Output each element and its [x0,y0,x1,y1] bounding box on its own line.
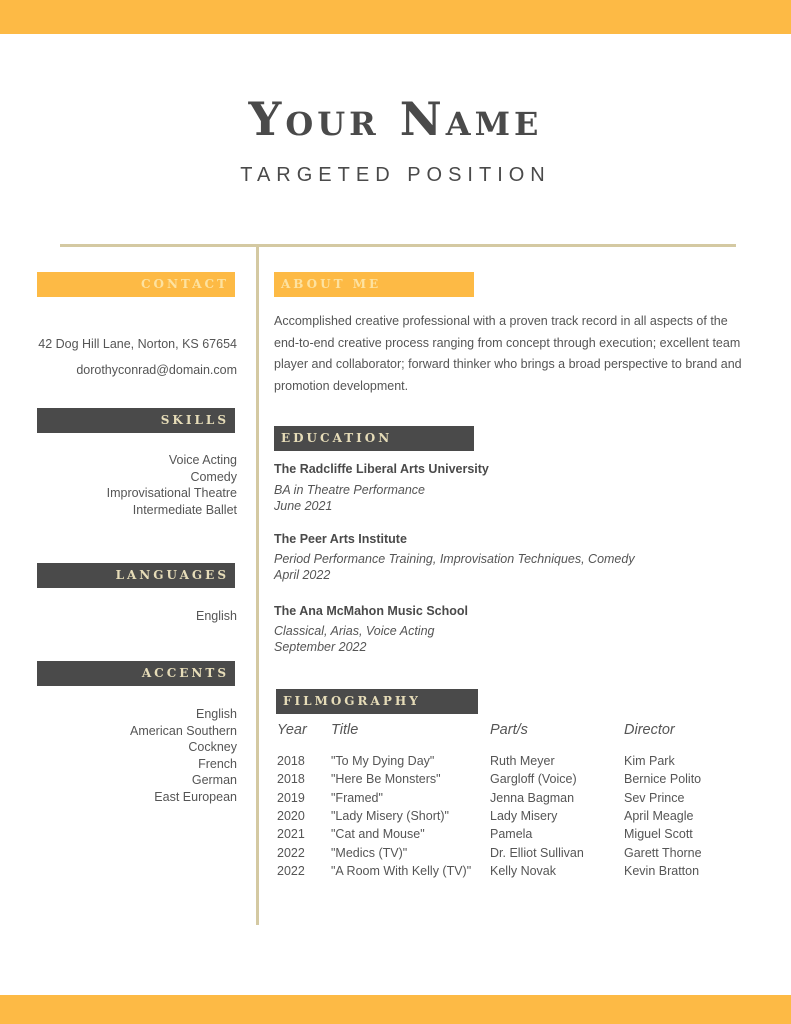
film-title: "Cat and Mouse" [331,827,425,842]
education-date: June 2021 [274,499,333,513]
languages-heading: LANGUAGES [37,563,235,588]
table-row [274,843,734,861]
list-item: English [196,609,237,623]
education-date: April 2022 [274,568,331,582]
column-header-year: Year [277,722,307,738]
list-item: German [191,773,237,787]
column-header-director: Director [624,722,675,738]
table-header-row [274,722,734,752]
film-director: Miguel Scott [624,827,693,842]
languages-list [20,608,237,625]
film-title: "To My Dying Day" [331,754,435,769]
filmography-heading: FILMOGRAPHY [276,689,478,714]
targeted-position: TARGETED POSITION [240,164,551,186]
education-entry [274,461,744,514]
column-header-parts: Part/s [490,722,528,738]
film-year: 2020 [277,809,305,824]
film-year: 2018 [277,754,305,769]
school-name: The Ana McMahon Music School [274,604,468,618]
table-row [274,825,734,843]
film-part: Ruth Meyer [490,754,555,769]
film-part: Jenna Bagman [490,790,575,805]
film-director: April Meagle [624,809,694,824]
contact-block [20,331,237,383]
top-accent-band [0,0,791,34]
table-row [274,862,734,880]
contact-email[interactable]: dorothyconrad@domain.com [76,363,237,377]
education-entry [274,531,744,583]
list-item: Comedy [190,469,237,484]
film-director: Garett Thorne [624,845,702,860]
film-director: Sev Prince [624,790,685,805]
bottom-accent-band [0,995,791,1024]
film-title: "Medics (TV)" [331,845,408,860]
film-year: 2018 [277,772,305,787]
table-row [274,807,734,825]
film-director: Bernice Polito [624,772,702,787]
about-text: Accomplished creative professional with a proven track record in all aspects of the end-to-end creative process ranging from concept through execution; excellent team player and collaborator; forward thinker who brings a broad perspective to brand and promotion development. [274,314,742,393]
film-director: Kevin Bratton [624,863,700,878]
education-heading: EDUCATION [274,426,474,451]
list-item: East European [154,789,237,804]
list-item: Intermediate Ballet [132,502,237,517]
column-header-title: Title [331,722,359,738]
header-divider [60,244,736,247]
list-item: American Southern [129,723,237,738]
list-item: French [198,756,237,771]
film-title: "Framed" [331,790,383,805]
film-year: 2021 [277,827,305,842]
film-year: 2022 [277,863,305,878]
skills-list [20,452,237,518]
film-title: "A Room With Kelly (TV)" [331,863,472,878]
table-row [274,752,734,770]
filmography-table [274,722,734,880]
education-detail: Classical, Arias, Voice Acting [274,624,435,638]
film-part: Kelly Novak [490,863,556,878]
table-row [274,789,734,807]
list-item: Cockney [188,740,237,754]
film-part: Pamela [490,827,533,842]
education-detail: BA in Theatre Performance [274,483,425,497]
table-row [274,770,734,788]
resume-name: Your Name [248,92,543,146]
film-title: "Lady Misery (Short)" [331,809,449,824]
contact-heading: CONTACT [37,272,235,297]
film-part: Dr. Elliot Sullivan [490,845,584,860]
education-entry [274,603,744,655]
column-divider [256,247,259,925]
accents-heading: ACCENTS [37,661,235,686]
film-year: 2022 [277,845,305,860]
education-detail: Period Performance Training, Improvisation Techniques, Comedy [274,552,635,566]
skills-heading: SKILLS [37,408,235,433]
school-name: The Radcliffe Liberal Arts University [274,462,489,476]
list-item: Voice Acting [168,453,237,467]
list-item: English [196,707,237,721]
film-title: "Here Be Monsters" [331,772,441,787]
film-director: Kim Park [624,754,675,769]
accents-list [20,706,237,805]
film-year: 2019 [277,790,305,805]
film-part: Lady Misery [490,809,558,824]
contact-address: 42 Dog Hill Lane, Norton, KS 67654 [38,337,237,351]
film-part: Gargloff (Voice) [490,772,577,787]
education-date: September 2022 [274,640,367,654]
about-heading: ABOUT ME [274,272,474,297]
school-name: The Peer Arts Institute [274,532,407,546]
list-item: Improvisational Theatre [106,486,237,500]
